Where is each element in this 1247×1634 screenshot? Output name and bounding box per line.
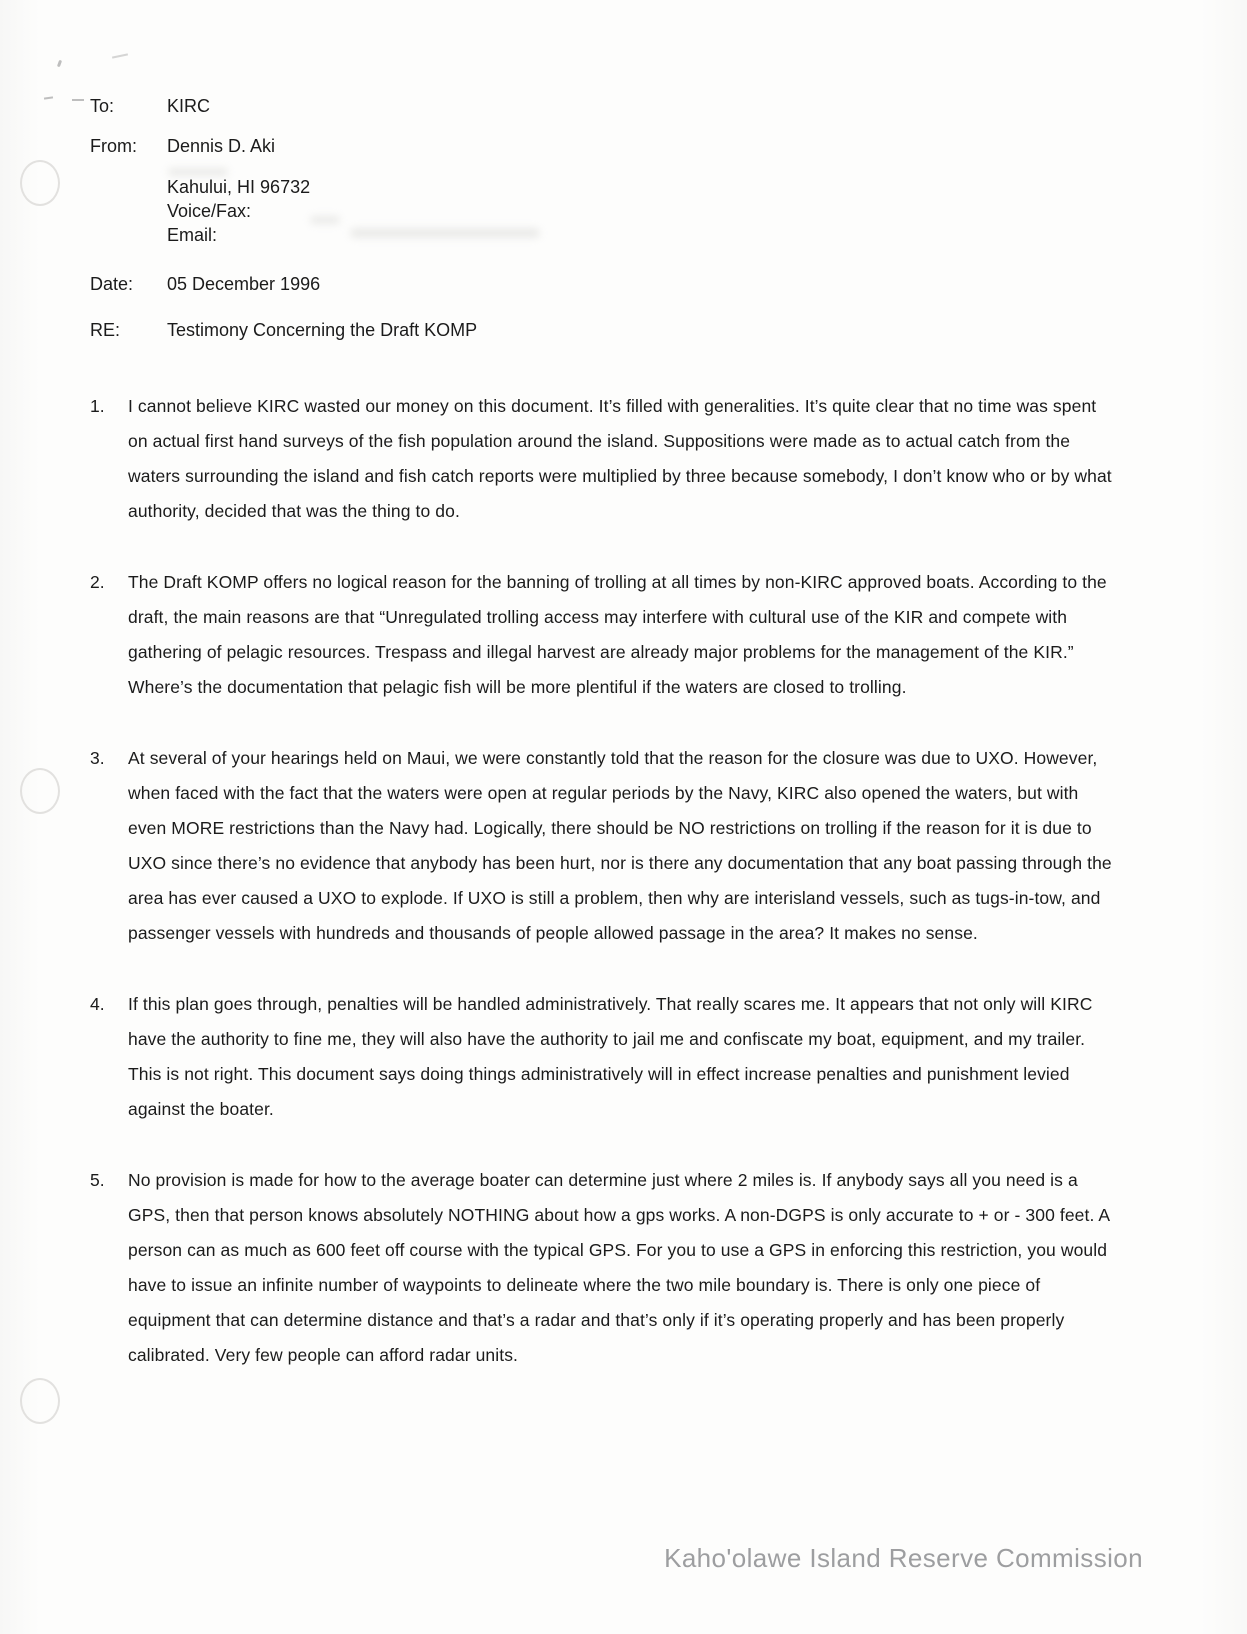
from-value: Dennis D. Aki: [167, 136, 276, 156]
list-item-1: [90, 389, 1120, 529]
item-number: 5.: [90, 1170, 105, 1190]
address-line-city: Kahului, HI 96732: [167, 177, 311, 197]
item-number: 2.: [90, 572, 105, 592]
re-value: Testimony Concerning the Draft KOMP: [167, 320, 478, 340]
letter-body: [90, 95, 1120, 1409]
to-value: KIRC: [167, 96, 211, 116]
item-text: I cannot believe KIRC wasted our money on this document. It’s filled with generalities. It’s quite clear that no time was spent on actual first hand surveys of the fish population around the island. Suppositions were made as to actual catch from the waters surrounding the island and fish catch reports were multiplied by three because somebody, I don’t know who or by what authority, decided that was the thing to do.: [128, 396, 1112, 521]
date-label: Date:: [90, 274, 134, 294]
re-row: [90, 319, 1120, 341]
address-line-voicefax: Voice/Fax:: [167, 201, 252, 221]
item-number: 3.: [90, 748, 105, 768]
date-value: 05 December 1996: [167, 274, 321, 294]
item-text: The Draft KOMP offers no logical reason for the banning of trolling at all times by non-KIRC approved boats. According to the draft, the main reasons are that “Unregulated trolling access may interfere with cultural use of the KIR and compete with gathering of pelagic resources. Trespass and illegal harvest are already major problems for the management of the KIR.” Where’s the documentation that pelagic fish will be more plentiful if the waters are closed to trolling.: [128, 572, 1107, 697]
sender-address-block: [167, 175, 1120, 247]
hole-punch-mark: [20, 768, 60, 814]
item-text: At several of your hearings held on Maui, we were constantly told that the reason for the closure was due to UXO. However, when faced with the fact that the waters were open at regular periods by the Navy, KIRC also opened the waters, but with even MORE restrictions than the Navy had. Logically, there should be NO restrictions on trolling if the reason for it is due to UXO since there’s no evidence that anybody has been hurt, nor is there any documentation that any boat passing through the area has ever caused a UXO to explode. If UXO is still a problem, then why are interisland vessels, such as tugs-in-tow, and passenger vessels with hundreds and thousands of people allowed passage in the area? It makes no sense.: [128, 748, 1112, 943]
archive-watermark: Kaho'olawe Island Reserve Commission: [664, 1543, 1143, 1573]
scan-artifact: [44, 96, 53, 99]
to-label: To:: [90, 96, 115, 116]
item-text: No provision is made for how to the average boater can determine just where 2 miles is. If anybody says all you need is a GPS, then that person knows absolutely NOTHING about how a gps works. A non-DGPS is only accurate to + or - 300 feet. A person can as much as 600 feet off course with the typical GPS. For you to use a GPS in enforcing this restriction, you would have to issue an infinite number of waypoints to delineate where the two mile boundary is. There is only one piece of equipment that can determine distance and that’s a radar and that’s only if it’s operating properly and has been properly calibrated. Very few people can afford radar units.: [128, 1170, 1110, 1365]
numbered-list: [90, 389, 1120, 1373]
re-label: RE:: [90, 320, 121, 340]
scan-artifact: [112, 53, 128, 58]
date-row: [90, 273, 1120, 295]
hole-punch-mark: [20, 160, 60, 206]
item-number: 1.: [90, 396, 105, 416]
item-text: If this plan goes through, penalties will be handled administratively. That really scares me. It appears that not only will KIRC have the authority to fine me, they will also have the authority to jail me and confiscate my boat, equipment, and my trailer. This is not right. This document says doing things administratively will in effect increase penalties and punishment levied against the boater.: [128, 994, 1093, 1119]
list-item-3: [90, 741, 1120, 951]
list-item-5: [90, 1163, 1120, 1373]
scan-artifact: [72, 99, 84, 101]
from-label: From:: [90, 136, 137, 156]
list-item-2: [90, 565, 1120, 705]
scan-artifact: [57, 60, 62, 68]
hole-punch-mark: [20, 1378, 60, 1424]
list-item-4: [90, 987, 1120, 1127]
to-row: [90, 95, 1120, 117]
address-line-email: Email:: [167, 225, 218, 245]
from-row: [90, 135, 1120, 157]
item-number: 4.: [90, 994, 105, 1014]
